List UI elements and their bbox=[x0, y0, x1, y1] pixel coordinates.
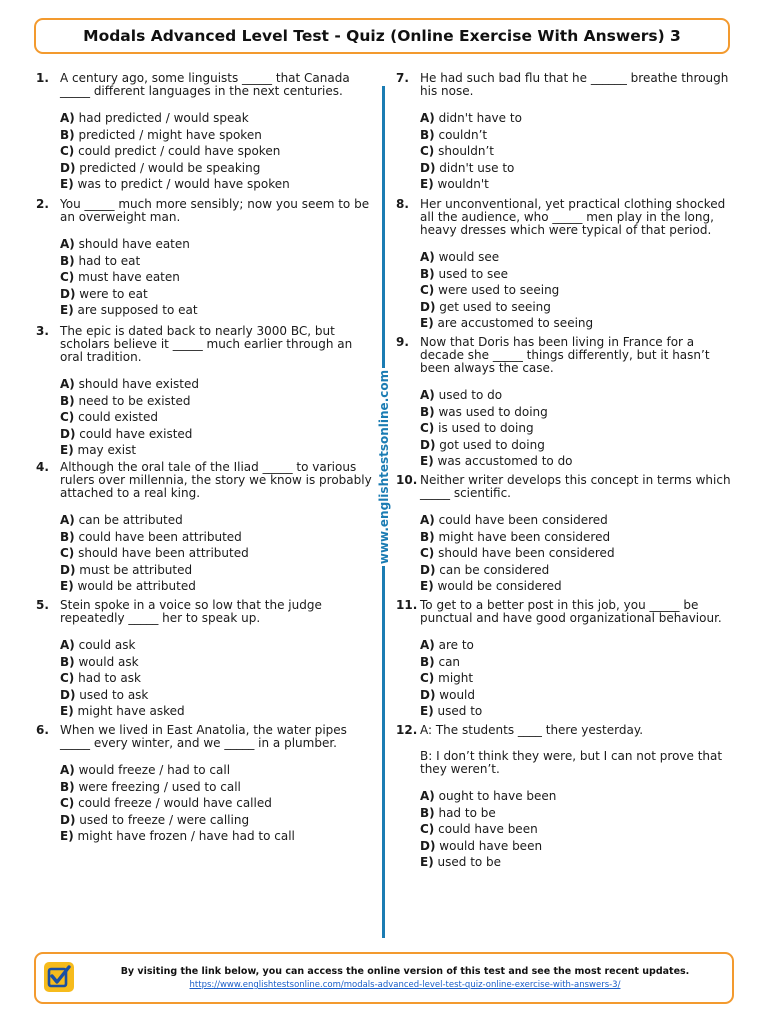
option-text: were freezing / used to call bbox=[78, 779, 241, 794]
option-text: were used to seeing bbox=[438, 283, 560, 297]
question-text-block bbox=[60, 72, 376, 98]
answer-option[interactable] bbox=[60, 442, 376, 459]
question-text-block bbox=[420, 474, 736, 500]
answer-option[interactable] bbox=[60, 828, 376, 845]
question-text-block bbox=[60, 599, 376, 625]
option-letter: A) bbox=[60, 377, 75, 391]
question-number: 10. bbox=[396, 473, 418, 487]
option-letter: A) bbox=[60, 237, 75, 251]
option-text: must have eaten bbox=[78, 270, 180, 284]
option-text: had to be bbox=[438, 805, 496, 820]
question-text: Now that Doris has been living in France for a decade she _____ things differently, but it hasn’t been always the case. bbox=[420, 335, 710, 375]
option-letter: B) bbox=[420, 529, 435, 544]
answer-option[interactable] bbox=[60, 545, 376, 562]
answer-option[interactable] bbox=[420, 637, 736, 654]
question-block bbox=[396, 72, 736, 193]
question-text: Her unconventional, yet practical clothing shocked all the audience, who _____ men play in the long, heavy dresses which were typical of that period. bbox=[420, 197, 726, 237]
answer-option[interactable] bbox=[60, 160, 376, 177]
option-text: should have been attributed bbox=[78, 546, 249, 560]
options-list bbox=[60, 512, 376, 595]
answer-option[interactable] bbox=[60, 426, 376, 443]
option-letter: C) bbox=[60, 671, 75, 685]
options-list bbox=[60, 637, 376, 720]
option-text: need to be existed bbox=[78, 393, 191, 408]
options-list bbox=[420, 387, 736, 470]
option-text: could have been bbox=[438, 822, 538, 836]
option-text: would be attributed bbox=[77, 579, 196, 593]
question-number: 8. bbox=[396, 197, 409, 211]
answer-option[interactable] bbox=[60, 654, 376, 671]
option-letter: E) bbox=[420, 177, 434, 191]
option-letter: B) bbox=[420, 404, 435, 419]
option-text: couldn’t bbox=[438, 127, 488, 142]
options-list bbox=[420, 249, 736, 332]
option-text: were to eat bbox=[79, 286, 148, 301]
option-letter: C) bbox=[420, 822, 435, 836]
question-number: 3. bbox=[36, 324, 49, 338]
option-text: must be attributed bbox=[79, 562, 193, 577]
answer-option[interactable] bbox=[60, 812, 376, 829]
option-text: might have asked bbox=[77, 704, 185, 718]
question-block bbox=[396, 198, 736, 332]
option-letter: B) bbox=[420, 654, 435, 669]
option-letter: B) bbox=[420, 805, 435, 820]
question-block bbox=[36, 461, 376, 595]
question-block bbox=[396, 336, 736, 470]
answer-option[interactable] bbox=[420, 838, 736, 855]
question-text: A century ago, some linguists _____ that Canada _____ different languages in the next centuries. bbox=[60, 71, 350, 98]
answer-option[interactable] bbox=[60, 393, 376, 410]
question-block bbox=[36, 724, 376, 845]
question-block bbox=[396, 724, 736, 871]
question-text: You _____ much more sensibly; now you seem to be an overweight man. bbox=[60, 197, 370, 224]
answer-option[interactable] bbox=[60, 795, 376, 812]
option-text: predicted / might have spoken bbox=[78, 127, 262, 142]
answer-option[interactable] bbox=[420, 420, 736, 437]
option-text: are accustomed to seeing bbox=[437, 316, 594, 330]
option-letter: C) bbox=[420, 283, 435, 297]
page-title: Modals Advanced Level Test - Quiz (Online Exercise With Answers) 3 bbox=[83, 27, 681, 45]
question-text: To get to a better post in this job, you _____ be punctual and have good organizational behaviour. bbox=[420, 598, 722, 625]
option-text: used to see bbox=[438, 266, 509, 281]
answer-option[interactable] bbox=[60, 637, 376, 654]
question-number: 5. bbox=[36, 598, 49, 612]
option-letter: B) bbox=[420, 266, 435, 281]
question-number: 1. bbox=[36, 71, 49, 85]
options-list bbox=[60, 376, 376, 459]
option-letter: D) bbox=[420, 299, 436, 314]
option-letter: B) bbox=[60, 393, 75, 408]
option-text: used to ask bbox=[79, 687, 149, 702]
option-text: was to predict / would have spoken bbox=[77, 177, 290, 191]
question-text-block bbox=[60, 461, 376, 500]
option-text: might have frozen / have had to call bbox=[77, 829, 295, 843]
option-text: had to eat bbox=[78, 253, 141, 268]
question-block bbox=[36, 198, 376, 319]
answer-option[interactable] bbox=[60, 143, 376, 160]
option-text: are to bbox=[438, 638, 474, 652]
option-letter: C) bbox=[60, 546, 75, 560]
question-text-block bbox=[420, 72, 736, 98]
option-text: was used to doing bbox=[438, 404, 548, 419]
answer-option[interactable] bbox=[420, 127, 736, 144]
question-block bbox=[36, 325, 376, 459]
option-letter: E) bbox=[60, 303, 74, 317]
answer-option[interactable] bbox=[420, 854, 736, 871]
question-number: 4. bbox=[36, 460, 49, 474]
option-letter: D) bbox=[60, 812, 76, 827]
question-block bbox=[396, 474, 736, 595]
option-letter: A) bbox=[420, 388, 435, 402]
answer-option[interactable] bbox=[420, 266, 736, 283]
option-text: could have been attributed bbox=[78, 529, 242, 544]
option-letter: D) bbox=[420, 160, 436, 175]
answer-option[interactable] bbox=[420, 687, 736, 704]
question-number: 2. bbox=[36, 197, 49, 211]
answer-option[interactable] bbox=[60, 376, 376, 393]
option-letter: D) bbox=[420, 687, 436, 702]
answer-option[interactable] bbox=[420, 453, 736, 470]
answer-option[interactable] bbox=[60, 286, 376, 303]
option-letter: C) bbox=[420, 546, 435, 560]
answer-option[interactable] bbox=[60, 670, 376, 687]
option-text: might bbox=[438, 671, 474, 685]
option-text: predicted / would be speaking bbox=[79, 160, 261, 175]
option-letter: C) bbox=[60, 796, 75, 810]
question-text: The epic is dated back to nearly 3000 BC, but scholars believe it _____ much earlier through an oral tradition. bbox=[60, 324, 353, 364]
option-letter: E) bbox=[420, 454, 434, 468]
answer-option[interactable] bbox=[60, 687, 376, 704]
answer-option[interactable] bbox=[420, 529, 736, 546]
footer-box bbox=[34, 952, 734, 1004]
option-letter: C) bbox=[60, 144, 75, 158]
option-letter: B) bbox=[60, 127, 75, 142]
question-text-block bbox=[60, 198, 376, 224]
divider-bottom bbox=[382, 566, 385, 938]
site-watermark: www.englishtestsonline.com bbox=[376, 369, 391, 565]
option-letter: E) bbox=[420, 579, 434, 593]
option-text: get used to seeing bbox=[439, 299, 551, 314]
option-letter: E) bbox=[60, 829, 74, 843]
option-text: might have been considered bbox=[438, 529, 611, 544]
option-text: wouldn't bbox=[437, 177, 489, 191]
question-text: When we lived in East Anatolia, the water pipes _____ every winter, and we _____ in a plumber. bbox=[60, 723, 347, 750]
question-text-block bbox=[60, 724, 376, 750]
option-letter: D) bbox=[60, 687, 76, 702]
footer-link[interactable]: https://www.englishtestsonline.com/modals-advanced-level-test-quiz-online-exercise-with-answers-3/ bbox=[189, 980, 621, 990]
option-text: ought to have been bbox=[438, 789, 557, 803]
option-letter: A) bbox=[60, 763, 75, 777]
option-letter: D) bbox=[60, 286, 76, 301]
option-text: used to bbox=[437, 704, 483, 718]
options-list bbox=[420, 788, 736, 871]
option-letter: C) bbox=[60, 410, 75, 424]
option-text: would have been bbox=[439, 838, 543, 853]
footer-text: By visiting the link below, you can access the online version of this test and see the most recent updates. bbox=[120, 966, 690, 977]
answer-option[interactable] bbox=[420, 703, 736, 720]
answer-option[interactable] bbox=[420, 437, 736, 454]
option-letter: B) bbox=[420, 127, 435, 142]
answer-option[interactable] bbox=[60, 110, 376, 127]
question-text-second: B: I don’t think they were, but I can not prove that they weren’t. bbox=[420, 749, 723, 776]
answer-option[interactable] bbox=[60, 269, 376, 286]
question-number: 12. bbox=[396, 723, 418, 737]
answer-option[interactable] bbox=[60, 578, 376, 595]
question-block bbox=[396, 599, 736, 720]
question-number: 7. bbox=[396, 71, 409, 85]
question-text-block bbox=[420, 724, 736, 776]
option-text: used to freeze / were calling bbox=[79, 812, 250, 827]
answer-option[interactable] bbox=[420, 315, 736, 332]
options-list bbox=[60, 762, 376, 845]
answer-option[interactable] bbox=[420, 670, 736, 687]
option-text: got used to doing bbox=[439, 437, 545, 452]
divider-top bbox=[382, 86, 385, 368]
title-box bbox=[34, 18, 730, 54]
option-text: should have existed bbox=[78, 377, 200, 391]
option-letter: A) bbox=[60, 111, 75, 125]
answer-option[interactable] bbox=[420, 176, 736, 193]
option-letter: A) bbox=[420, 513, 435, 527]
option-text: could existed bbox=[78, 410, 158, 424]
option-letter: C) bbox=[420, 144, 435, 158]
question-number: 11. bbox=[396, 598, 418, 612]
question-text: Although the oral tale of the Iliad _____ to various rulers over millennia, the story we know is probably attached to a real king. bbox=[60, 460, 372, 500]
answer-option[interactable] bbox=[60, 409, 376, 426]
answer-option[interactable] bbox=[420, 654, 736, 671]
option-letter: D) bbox=[420, 562, 436, 577]
answer-option[interactable] bbox=[60, 762, 376, 779]
answer-option[interactable] bbox=[60, 779, 376, 796]
option-letter: A) bbox=[420, 111, 435, 125]
answer-option[interactable] bbox=[60, 703, 376, 720]
answer-option[interactable] bbox=[420, 282, 736, 299]
option-letter: B) bbox=[60, 253, 75, 268]
answer-option[interactable] bbox=[420, 512, 736, 529]
option-text: would see bbox=[438, 250, 500, 264]
answer-option[interactable] bbox=[60, 512, 376, 529]
option-text: could freeze / would have called bbox=[78, 796, 272, 810]
option-text: would freeze / had to call bbox=[78, 763, 231, 777]
question-text-block bbox=[420, 336, 736, 375]
option-letter: C) bbox=[420, 421, 435, 435]
answer-option[interactable] bbox=[420, 160, 736, 177]
option-letter: D) bbox=[420, 838, 436, 853]
option-text: was accustomed to do bbox=[437, 454, 573, 468]
option-letter: E) bbox=[60, 443, 74, 457]
options-list bbox=[420, 110, 736, 193]
option-letter: A) bbox=[420, 638, 435, 652]
answer-option[interactable] bbox=[60, 176, 376, 193]
options-list bbox=[60, 236, 376, 319]
option-letter: E) bbox=[420, 316, 434, 330]
answer-option[interactable] bbox=[60, 253, 376, 270]
option-letter: B) bbox=[60, 779, 75, 794]
option-text: shouldn’t bbox=[438, 144, 495, 158]
option-text: would ask bbox=[78, 654, 139, 669]
options-list bbox=[420, 512, 736, 595]
question-block bbox=[36, 599, 376, 720]
question-number: 6. bbox=[36, 723, 49, 737]
option-text: can bbox=[438, 654, 461, 669]
option-text: would be considered bbox=[437, 579, 562, 593]
answer-option[interactable] bbox=[420, 562, 736, 579]
option-text: could have been considered bbox=[438, 513, 608, 527]
option-text: could ask bbox=[78, 638, 136, 652]
option-text: can be considered bbox=[439, 562, 550, 577]
answer-option[interactable] bbox=[420, 110, 736, 127]
answer-option[interactable] bbox=[420, 249, 736, 266]
question-text: Stein spoke in a voice so low that the judge repeatedly _____ her to speak up. bbox=[60, 598, 322, 625]
option-letter: B) bbox=[60, 529, 75, 544]
question-text-block bbox=[420, 599, 736, 625]
option-letter: D) bbox=[60, 426, 76, 441]
answer-option[interactable] bbox=[60, 302, 376, 319]
option-text: used to do bbox=[438, 388, 503, 402]
option-letter: E) bbox=[420, 855, 434, 869]
option-letter: C) bbox=[60, 270, 75, 284]
checkbox-icon bbox=[44, 962, 74, 992]
option-letter: A) bbox=[60, 513, 75, 527]
answer-option[interactable] bbox=[60, 127, 376, 144]
answer-option[interactable] bbox=[60, 562, 376, 579]
option-text: used to be bbox=[437, 855, 502, 869]
option-text: are supposed to eat bbox=[77, 303, 198, 317]
option-text: should have eaten bbox=[78, 237, 190, 251]
option-letter: C) bbox=[420, 671, 435, 685]
option-letter: D) bbox=[420, 437, 436, 452]
question-number: 9. bbox=[396, 335, 409, 349]
answer-option[interactable] bbox=[420, 404, 736, 421]
option-letter: A) bbox=[60, 638, 75, 652]
option-letter: B) bbox=[60, 654, 75, 669]
option-text: didn't have to bbox=[438, 111, 522, 125]
option-text: could predict / could have spoken bbox=[78, 144, 281, 158]
answer-option[interactable] bbox=[420, 578, 736, 595]
option-text: had to ask bbox=[78, 671, 141, 685]
options-list bbox=[420, 637, 736, 720]
answer-option[interactable] bbox=[420, 299, 736, 316]
option-letter: E) bbox=[60, 704, 74, 718]
option-letter: E) bbox=[420, 704, 434, 718]
option-letter: E) bbox=[60, 579, 74, 593]
answer-option[interactable] bbox=[420, 545, 736, 562]
option-text: should have been considered bbox=[438, 546, 615, 560]
answer-option[interactable] bbox=[420, 821, 736, 838]
options-list bbox=[60, 110, 376, 193]
question-text-block bbox=[60, 325, 376, 364]
option-letter: D) bbox=[60, 562, 76, 577]
option-text: is used to doing bbox=[438, 421, 534, 435]
option-text: didn't use to bbox=[439, 160, 515, 175]
answer-option[interactable] bbox=[420, 387, 736, 404]
option-letter: A) bbox=[420, 250, 435, 264]
option-letter: A) bbox=[420, 789, 435, 803]
question-text: A: The students ____ there yesterday. bbox=[420, 723, 644, 737]
option-text: can be attributed bbox=[78, 513, 183, 527]
answer-option[interactable] bbox=[420, 805, 736, 822]
answer-option[interactable] bbox=[420, 143, 736, 160]
answer-option[interactable] bbox=[60, 529, 376, 546]
option-text: would bbox=[439, 687, 475, 702]
option-letter: E) bbox=[60, 177, 74, 191]
answer-option[interactable] bbox=[60, 236, 376, 253]
question-block bbox=[36, 72, 376, 193]
question-text: Neither writer develops this concept in terms which _____ scientific. bbox=[420, 473, 731, 500]
question-text: He had such bad flu that he ______ breathe through his nose. bbox=[420, 71, 729, 98]
option-text: had predicted / would speak bbox=[78, 111, 249, 125]
option-text: may exist bbox=[77, 443, 137, 457]
answer-option[interactable] bbox=[420, 788, 736, 805]
question-text-block bbox=[420, 198, 736, 237]
option-letter: D) bbox=[60, 160, 76, 175]
option-text: could have existed bbox=[79, 426, 193, 441]
